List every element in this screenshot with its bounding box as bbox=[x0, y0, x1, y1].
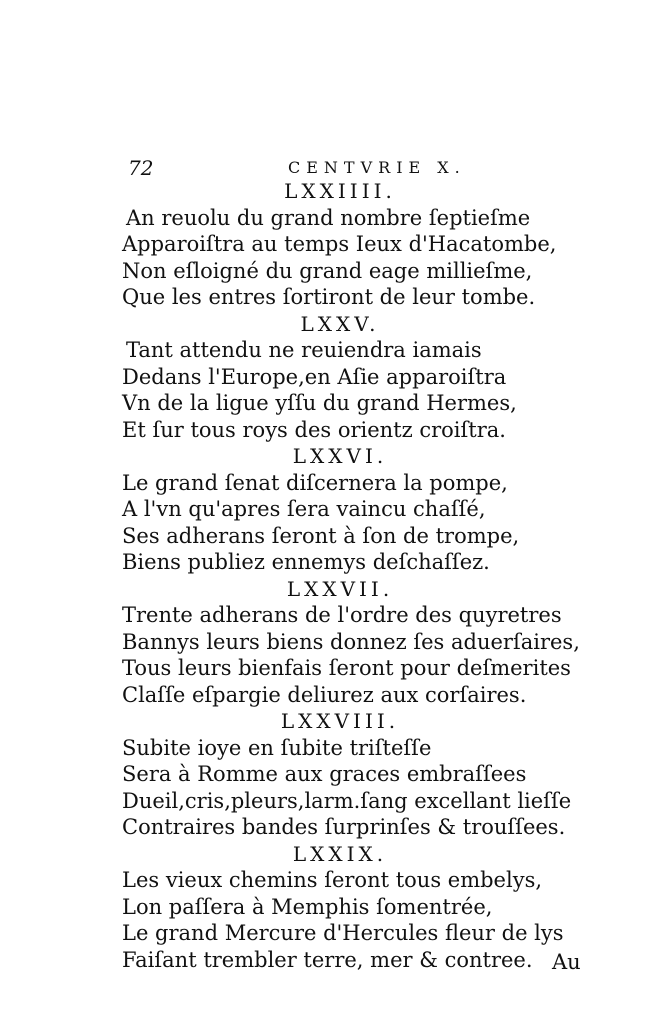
quatrain-number: LXXVIII. bbox=[280, 709, 400, 733]
quatrain-number: LXXVII. bbox=[286, 576, 394, 601]
running-title: CENTVRIE X. bbox=[288, 158, 466, 177]
verse-line: A l'vn qu'apres ſera vaincu chaſſé, bbox=[122, 497, 486, 521]
verse-line: Ses adherans ſeront à ſon de trompe, bbox=[122, 523, 520, 548]
verse-line: Apparoiſtra au temps Ieux d'Hacatombe, bbox=[122, 232, 557, 256]
verse-line: Faiſant trembler terre, mer & contree. bbox=[122, 947, 533, 972]
quatrain-number: LXXIX. bbox=[292, 841, 388, 866]
verse-line: Dueil,cris,pleurs,larm.ſang excellant lieſſe bbox=[122, 788, 572, 813]
verse-line: Claſſe eſpargie deliurez aux corſaires. bbox=[122, 682, 527, 707]
quatrain-number: LXXIIII. bbox=[284, 179, 396, 203]
verse-line: Le grand ſenat diſcernera la pompe, bbox=[122, 470, 508, 495]
verse-line: Biens publiez ennemys deſchaſſez. bbox=[122, 550, 490, 574]
verse-line: An reuolu du grand nombre ſeptieſme bbox=[126, 205, 531, 230]
verse-line: Tant attendu ne reuiendra iamais bbox=[126, 338, 482, 362]
catchword: Au bbox=[552, 950, 581, 974]
page-number: 72 bbox=[128, 156, 154, 180]
quatrain-number: LXXV. bbox=[300, 311, 380, 336]
verse-line: Dedans l'Europe,en Aſie apparoiſtra bbox=[122, 364, 507, 389]
verse-line: Et ſur tous roys des orientz croiſtra. bbox=[122, 417, 506, 442]
verse-line: Bannys leurs biens donnez ſes aduerſaires, bbox=[122, 629, 580, 654]
verse-line: Lon paſſera à Memphis ſomentrée, bbox=[122, 894, 493, 919]
verse-line: Sera à Romme aux graces embraſſees bbox=[122, 762, 527, 786]
verse-line: Le grand Mercure d'Hercules fleur de lys bbox=[122, 921, 564, 945]
verse-line: Contraires bandes ſurprinſes & trouſſees. bbox=[122, 815, 566, 839]
verse-line: Subite ioye en ſubite triſteſſe bbox=[122, 735, 432, 760]
quatrain-number: LXXVI. bbox=[292, 444, 388, 468]
quatrain-text bbox=[122, 178, 592, 973]
verse-line: Trente adherans de l'ordre des quyretres bbox=[122, 603, 562, 627]
verse-line: Vn de la ligue yſſu du grand Hermes, bbox=[122, 391, 517, 415]
verse-line: Les vieux chemins ſeront tous embelys, bbox=[122, 868, 543, 892]
verse-line: Non eſloigné du grand eage millieſme, bbox=[122, 258, 533, 283]
verse-line: Que les entres ſortiront de leur tombe. bbox=[122, 285, 536, 309]
verse-line: Tous leurs bienfais ſeront pour deſmerites bbox=[122, 656, 571, 680]
